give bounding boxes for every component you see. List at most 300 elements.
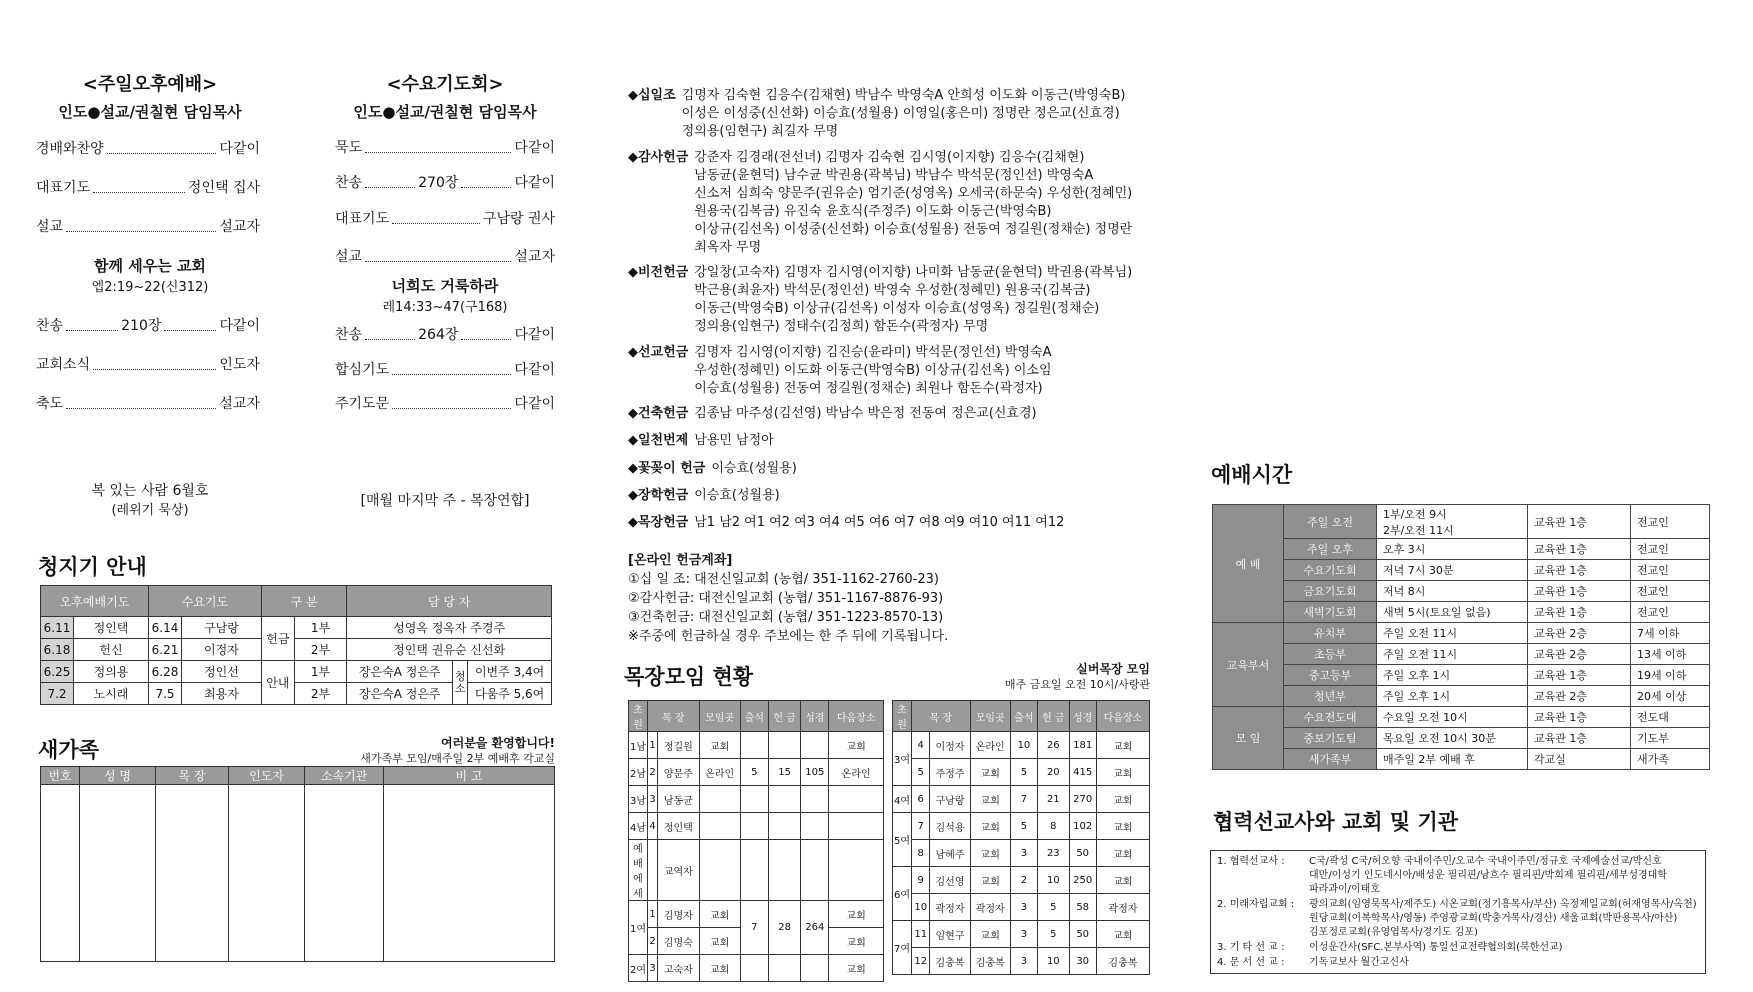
worship-time: 주일 오후 1시 <box>1377 686 1528 707</box>
mokjang-att <box>740 813 768 840</box>
worship-place: 교육관 2층 <box>1528 623 1631 644</box>
wednesday-footer: [매월 마지막 주 - 목장연합] <box>360 493 530 509</box>
mokjang-no: 10 <box>912 894 930 921</box>
mokjang-bib: 58 <box>1069 894 1096 921</box>
worship-place: 교육관 1층 <box>1528 560 1631 581</box>
mokjang-att <box>740 955 768 982</box>
offering-names: 강준자 김경래(전선녀) 김명자 김숙현 김시영(이지향) 김응수(김채현) <box>694 150 1085 165</box>
mission-item <box>1217 898 1699 940</box>
newfamily-header: 소속기관 <box>305 767 384 785</box>
newfamily-header: 인도자 <box>229 767 305 785</box>
worship-time-row <box>1213 707 1710 728</box>
sunday-order-2: 설교 설교자 <box>36 219 260 235</box>
cleaning-name: 정의용 <box>74 661 149 683</box>
mokjang-group: 예배에세 <box>629 840 648 901</box>
mokjang-no: 8 <box>912 840 930 867</box>
worship-who: 7세 이하 <box>1631 623 1710 644</box>
mokjang-next: 교회 <box>1096 813 1149 840</box>
mokjang-name: 양문주 <box>658 759 699 786</box>
mokjang-next: 교회 <box>1096 840 1149 867</box>
worship-who: 새가족 <box>1631 749 1710 770</box>
worship-time: 목요일 오전 10시 30분 <box>1377 728 1528 749</box>
mokjang-group: 4여 <box>893 786 912 813</box>
sunday-order-3: 찬송 210장 다같이 <box>36 318 261 334</box>
mokjang-name: 구남랑 <box>930 786 970 813</box>
mokjang-next: 교회 <box>1096 786 1149 813</box>
worship-time: 저녁 8시 <box>1377 581 1528 602</box>
newfamily-header: 성 명 <box>80 767 156 785</box>
wednesday-order-0: 묵도 다같이 <box>335 140 555 156</box>
worship-place: 교육관 1층 <box>1528 505 1631 539</box>
mokjang-next: 교회 <box>829 901 884 928</box>
mokjang-next <box>829 786 884 813</box>
worship-place: 교육관 1층 <box>1528 581 1631 602</box>
mokjang-header: 다음장소 <box>829 701 884 732</box>
offering-names: 김종남 마주성(김선영) 박남수 박은정 전동여 정은교(신효경) <box>694 406 1037 421</box>
worship-time-row <box>1213 749 1710 770</box>
online-title: [온라인 헌금계좌] <box>628 553 733 568</box>
mokjang-header: 성경 <box>1069 701 1096 732</box>
cleaning-heading: 청지기 안내 <box>38 555 147 579</box>
mokjang-row <box>629 732 884 759</box>
offering-label: ◆비전헌금 <box>628 265 689 280</box>
mokjang-place: 교회 <box>970 867 1010 894</box>
mokjang-name: 이정자 <box>930 732 970 759</box>
worship-time: 오후 3시 <box>1377 539 1528 560</box>
offering-names: 남용민 남정아 <box>694 433 774 448</box>
mokjang-off: 21 <box>1038 786 1070 813</box>
worship-place: 교육관 1층 <box>1528 728 1631 749</box>
worship-name: 청년부 <box>1284 686 1377 707</box>
mokjang-att: 10 <box>1010 732 1037 759</box>
mokjang-row <box>893 840 1150 867</box>
mokjang-group: 7여 <box>893 921 912 975</box>
mokjang-group: 1여 <box>629 901 648 955</box>
mokjang-att <box>740 786 768 813</box>
mokjang-group: 2남 <box>629 759 648 786</box>
offering-item <box>628 87 1125 141</box>
mokjang-off: 15 <box>768 759 800 786</box>
worship-time-row <box>1213 665 1710 686</box>
cleaning-date: 6.25 <box>41 661 74 683</box>
cleaning-clean-2: 다움주 5,6여 <box>468 683 552 705</box>
mokjang-row <box>893 813 1150 840</box>
mokjang-group: 2여 <box>629 955 648 982</box>
mokjang-no: 1 <box>648 732 658 759</box>
mokjang-name: 곽정자 <box>930 894 970 921</box>
mokjang-off: 8 <box>1038 813 1070 840</box>
mokjang-next: 교회 <box>1096 867 1149 894</box>
worship-place: 교육관 1층 <box>1528 707 1631 728</box>
offering-names: 남1 남2 여1 여2 여3 여4 여5 여6 여7 여8 여9 여10 여11 여12 <box>694 515 1065 530</box>
mission-text: 이성운간사(SFC.본부사역) 통일선교전략협의회(북한선교) <box>1309 942 1563 953</box>
mokjang-next: 교회 <box>829 928 884 955</box>
mokjang-row <box>629 759 884 786</box>
offering-names: 이승효(성월용) 전동여 정길원(정채순) 최원나 함돈수(곽정자) <box>694 381 1043 396</box>
wednesday-leader: 인도●설교/권칠현 담임목사 <box>353 103 537 121</box>
mokjang-off: 10 <box>1038 948 1070 975</box>
worship-place: 교육관 1층 <box>1528 602 1631 623</box>
mokjang-no: 4 <box>912 732 930 759</box>
mokjang-off <box>768 955 800 982</box>
sunday-footer2: (레위기 묵상) <box>111 503 189 518</box>
mokjang-att: 7 <box>1010 786 1037 813</box>
mokjang-row <box>629 786 884 813</box>
mokjang-name: 고숙자 <box>658 955 699 982</box>
mokjang-heading: 목장모임 현황 <box>624 665 754 689</box>
worship-place: 교육관 2층 <box>1528 644 1631 665</box>
mokjang-place: 온라인 <box>970 732 1010 759</box>
mokjang-no: 11 <box>912 921 930 948</box>
offering-item <box>628 149 1132 257</box>
mokjang-row <box>629 901 884 928</box>
mokjang-place <box>699 840 740 901</box>
wednesday-order-5: 합심기도 다같이 <box>335 362 555 378</box>
offering-item <box>628 460 797 478</box>
mokjang-off <box>768 840 800 901</box>
worship-time-row <box>1213 623 1710 644</box>
worship-category: 모 임 <box>1213 707 1284 770</box>
mokjang-bib <box>801 732 829 759</box>
mokjang-table-left <box>628 700 884 982</box>
mokjang-off: 5 <box>1038 894 1070 921</box>
worship-time-row <box>1213 581 1710 602</box>
offering-names: 이동근(박영숙B) 이상규(김선옥) 이성자 이승효(성영옥) 정길원(정채순) <box>694 301 1100 316</box>
mokjang-header: 헌 금 <box>768 701 800 732</box>
cleaning-category: 안내 <box>261 661 294 705</box>
offering-label: ◆일천번제 <box>628 433 689 448</box>
mokjang-place: 교회 <box>699 732 740 759</box>
worship-time: 주일 오후 1시 <box>1377 665 1528 686</box>
mokjang-name: 김명자 <box>658 901 699 928</box>
worship-time: 1부/오전 9시 2부/오전 11시 <box>1377 505 1528 539</box>
worship-place: 교육관 1층 <box>1528 665 1631 686</box>
mokjang-no: 3 <box>648 786 658 813</box>
mission-text: C국/곽성 C국/허오향 국내이주민/오교수 국내이주민/정규호 국제예술선교/박신호 <box>1309 856 1662 867</box>
offering-names: 최옥자 무명 <box>694 240 762 255</box>
mokjang-bib: 415 <box>1069 759 1096 786</box>
cleaning-name: 헌신 <box>74 639 149 661</box>
mokjang-place: 교회 <box>970 786 1010 813</box>
cleaning-header: 오후예배기도 <box>41 586 149 617</box>
mission-label: 3. 기 타 선 교 : <box>1217 942 1285 953</box>
cleaning-assignee: 성영옥 정옥자 주경주 <box>347 617 552 639</box>
offering-names: 이승효(성월용) <box>694 488 780 503</box>
mokjang-row <box>629 955 884 982</box>
worship-name: 새벽기도회 <box>1284 602 1377 623</box>
online-line: ①십 일 조: 대전신일교회 (농협/ 351-1162-2760-23) <box>628 572 939 587</box>
mokjang-place: 교회 <box>699 901 740 928</box>
worship-name: 주일 오후 <box>1284 539 1377 560</box>
worship-place: 교육관 1층 <box>1528 539 1631 560</box>
sunday-sermon-ref: 엡2:19~22(신312) <box>91 280 209 295</box>
worship-category: 예 배 <box>1213 505 1284 623</box>
worship-time-row <box>1213 560 1710 581</box>
worship-who: 13세 이하 <box>1631 644 1710 665</box>
offering-names: 남동균(윤현덕) 남수균 박권용(곽복님) 박남수 박석문(정인선) 박영숙A <box>694 168 1094 183</box>
cleaning-assignee: 정인택 권유순 신선화 <box>347 639 552 661</box>
mokjang-att: 7 <box>740 901 768 955</box>
cleaning-name: 최용자 <box>182 683 262 705</box>
mokjang-bib: 264 <box>801 901 829 955</box>
mokjang-no: 1 <box>648 901 658 928</box>
worship-name: 초등부 <box>1284 644 1377 665</box>
mokjang-name: 교역자 <box>658 840 699 901</box>
mokjang-header: 목 장 <box>912 701 971 732</box>
wednesday-title: <수요기도회> <box>386 74 504 95</box>
worship-time-row <box>1213 602 1710 623</box>
mission-text: 파라과이/이태호 <box>1309 884 1380 895</box>
mokjang-bib <box>801 840 829 901</box>
mokjang-group: 6여 <box>893 867 912 921</box>
mokjang-next: 교회 <box>1096 759 1149 786</box>
cleaning-table <box>40 585 552 705</box>
offering-label: ◆십일조 <box>628 88 676 103</box>
mokjang-row <box>893 786 1150 813</box>
sunday-title: <주일오후예배> <box>82 74 218 95</box>
offering-names: 박근용(최윤자) 박석문(정인선) 박영숙 우성한(정혜민) 원용국(김복금) <box>694 283 1091 298</box>
worship-who: 전교인 <box>1631 602 1710 623</box>
offering-names: 김명자 김시영(이지향) 김진승(윤라미) 박석문(정인선) 박영숙A <box>694 345 1052 360</box>
worship-name: 새가족부 <box>1284 749 1377 770</box>
offering-item <box>628 514 1064 532</box>
mokjang-next: 교회 <box>1096 921 1149 948</box>
offering-names: 김명자 김숙현 김응수(김채현) 박남수 박영숙A 안희성 이도화 이동근(박영숙B) <box>681 88 1126 103</box>
mokjang-header: 모임곳 <box>699 701 740 732</box>
mokjang-place: 교회 <box>699 928 740 955</box>
mokjang-bib <box>801 955 829 982</box>
mokjang-header: 초원 <box>893 701 912 732</box>
mokjang-bib: 102 <box>1069 813 1096 840</box>
worship-time-row <box>1213 728 1710 749</box>
cleaning-date: 6.18 <box>41 639 74 661</box>
sunday-sermon-title: 함께 세우는 교회 <box>94 257 206 275</box>
cleaning-name: 정인선 <box>182 661 262 683</box>
cleaning-part: 1부 <box>294 617 346 639</box>
mokjang-name: 남동균 <box>658 786 699 813</box>
newfamily-table <box>40 766 555 962</box>
mokjang-header: 성경 <box>801 701 829 732</box>
cleaning-name: 구남랑 <box>182 617 262 639</box>
sunday-order-4: 교회소식 인도자 <box>36 357 260 373</box>
mokjang-header: 출석 <box>740 701 768 732</box>
mokjang-row <box>893 867 1150 894</box>
newfamily-header: 번호 <box>41 767 80 785</box>
missions-box <box>1210 850 1706 974</box>
sunday-order-5: 축도 설교자 <box>36 396 260 412</box>
cleaning-part: 2부 <box>294 683 346 705</box>
worship-name: 금요기도회 <box>1284 581 1377 602</box>
mission-label: 2. 미래자립교회 : <box>1217 899 1295 910</box>
mission-text: 기독교보사 월간고신사 <box>1309 957 1409 968</box>
worship-name: 수요기도회 <box>1284 560 1377 581</box>
mokjang-bib: 50 <box>1069 840 1096 867</box>
offering-names: 원용국(김복금) 유진숙 윤호식(주정주) 이도화 이동근(박영숙B) <box>694 204 1052 219</box>
worship-who: 전교인 <box>1631 505 1710 539</box>
online-line: ※주중에 헌금하실 경우 주보에는 한 주 뒤에 기록됩니다. <box>628 629 949 644</box>
mokjang-no: 12 <box>912 948 930 975</box>
offering-label: ◆선교헌금 <box>628 345 689 360</box>
offering-names: 이성은 이성중(신선화) 이승효(성월용) 이영일(홍은미) 정명란 정은교(신효경) <box>681 106 1120 121</box>
cleaning-date: 6.28 <box>149 661 182 683</box>
offering-label: ◆꽃꽂이 헌금 <box>628 461 706 476</box>
mokjang-att: 3 <box>1010 948 1037 975</box>
mokjang-place: 김충복 <box>970 948 1010 975</box>
mokjang-name: 임현구 <box>930 921 970 948</box>
worship-who: 20세 이상 <box>1631 686 1710 707</box>
offering-names: 정의용(임현구) 최길자 무명 <box>681 124 839 139</box>
mokjang-place: 온라인 <box>699 759 740 786</box>
offering-item <box>628 432 774 450</box>
mokjang-bib: 270 <box>1069 786 1096 813</box>
offering-label: ◆감사헌금 <box>628 150 689 165</box>
mokjang-place <box>699 813 740 840</box>
mokjang-row <box>893 732 1150 759</box>
worship-who: 전교인 <box>1631 581 1710 602</box>
mokjang-next: 온라인 <box>829 759 884 786</box>
worship-time-row <box>1213 686 1710 707</box>
worship-time-row <box>1213 539 1710 560</box>
mokjang-name: 김선영 <box>930 867 970 894</box>
mokjang-group: 3남 <box>629 786 648 813</box>
offering-names: 이상규(김선옥) 이성중(신선화) 이승효(성월용) 전동여 정길원(정채순) 정명란 <box>694 222 1133 237</box>
mokjang-row <box>893 948 1150 975</box>
mokjang-off: 10 <box>1038 867 1070 894</box>
mokjang-next: 김충복 <box>1096 948 1149 975</box>
mokjang-no: 7 <box>912 813 930 840</box>
offering-label: ◆목장헌금 <box>628 515 689 530</box>
worship-time-row <box>1213 505 1710 539</box>
mokjang-att: 5 <box>1010 759 1037 786</box>
sunday-order-1: 대표기도 정인택 집사 <box>36 180 260 196</box>
offering-names: 우성한(정혜민) 이도화 이동근(박영숙B) 이상규(김선옥) 이소임 <box>694 363 1052 378</box>
worship-who: 기도부 <box>1631 728 1710 749</box>
online-line: ③건축헌금: 대전신일교회 (농협/ 351-1223-8570-13) <box>628 610 944 625</box>
mission-item <box>1217 855 1699 897</box>
mokjang-name: 김명숙 <box>658 928 699 955</box>
mokjang-place: 교회 <box>699 955 740 982</box>
mokjang-place: 교회 <box>970 840 1010 867</box>
mokjang-place: 교회 <box>970 921 1010 948</box>
mokjang-att <box>740 732 768 759</box>
sunday-footer1: 복 있는 사람 6월호 <box>91 483 209 499</box>
sunday-leader: 인도●설교/권칠현 담임목사 <box>58 103 242 121</box>
newfamily-empty-row <box>41 785 555 962</box>
cleaning-header: 구 분 <box>261 586 346 617</box>
offering-names: 강일창(고숙자) 김명자 김시영(이지향) 나미화 남동균(윤현덕) 박권용(곽복님) <box>694 265 1133 280</box>
mokjang-row <box>893 921 1150 948</box>
worship-who: 전교인 <box>1631 560 1710 581</box>
sunday-order-0: 경배와찬양 다같이 <box>36 141 260 157</box>
worship-who: 전도대 <box>1631 707 1710 728</box>
mokjang-att: 5 <box>740 759 768 786</box>
cleaning-header: 담 당 자 <box>347 586 552 617</box>
wednesday-order-2: 대표기도 구남랑 권사 <box>335 211 555 227</box>
cleaning-name: 노시래 <box>74 683 149 705</box>
offering-names: 신소저 심희숙 양문주(권유순) 엄기준(성영옥) 오세국(하문숙) 우성한(정혜민) <box>694 186 1133 201</box>
mokjang-header: 목 장 <box>648 701 700 732</box>
mokjang-next: 교회 <box>829 732 884 759</box>
mokjang-header: 모임곳 <box>970 701 1010 732</box>
mokjang-group: 1남 <box>629 732 648 759</box>
cleaning-name: 이정자 <box>182 639 262 661</box>
newfamily-welcome: 여러분을 환영합니다! <box>441 736 555 750</box>
mokjang-off: 20 <box>1038 759 1070 786</box>
mission-item <box>1217 941 1699 955</box>
offering-item <box>628 405 1037 423</box>
mokjang-off: 28 <box>768 901 800 955</box>
mokjang-att: 3 <box>1010 921 1037 948</box>
newfamily-note: 새가족부 모임/매주일 2부 예배후 각교실 <box>360 752 555 765</box>
mokjang-bib: 50 <box>1069 921 1096 948</box>
mission-item <box>1217 956 1699 970</box>
mokjang-no: 9 <box>912 867 930 894</box>
cleaning-assignee: 장은숙A 정은주 <box>347 661 453 683</box>
cleaning-header: 수요기도 <box>149 586 262 617</box>
cleaning-part: 2부 <box>294 639 346 661</box>
mokjang-next <box>829 840 884 901</box>
worship-name: 유치부 <box>1284 623 1377 644</box>
offering-item <box>628 344 1052 398</box>
newfamily-heading: 새가족 <box>38 738 99 762</box>
worship-who: 19세 이하 <box>1631 665 1710 686</box>
mokjang-off <box>768 813 800 840</box>
cleaning-date: 6.21 <box>149 639 182 661</box>
mokjang-bib <box>801 786 829 813</box>
worship-time: 새벽 5시(토요일 없음) <box>1377 602 1528 623</box>
worship-time: 수요일 오전 10시 <box>1377 707 1528 728</box>
mokjang-att: 2 <box>1010 867 1037 894</box>
mokjang-group: 5여 <box>893 813 912 867</box>
mokjang-att: 3 <box>1010 894 1037 921</box>
mokjang-note2: 매주 금요일 오전 10시/사랑관 <box>1004 678 1150 691</box>
worship-time: 주일 오전 11시 <box>1377 644 1528 665</box>
mokjang-group: 3여 <box>893 732 912 786</box>
cleaning-clean-label: 청소 <box>453 661 468 705</box>
mokjang-name: 정인택 <box>658 813 699 840</box>
mokjang-bib: 105 <box>801 759 829 786</box>
mission-label: 1. 협력선교사 : <box>1217 856 1285 867</box>
mokjang-off: 23 <box>1038 840 1070 867</box>
wednesday-order-3: 설교 설교자 <box>335 249 555 265</box>
mokjang-next: 교회 <box>829 955 884 982</box>
cleaning-date: 7.5 <box>149 683 182 705</box>
mokjang-next: 곽정자 <box>1096 894 1149 921</box>
worship-times-table <box>1212 504 1710 770</box>
cleaning-assignee: 장은숙A 정은주 <box>347 683 453 705</box>
worship-place: 각교실 <box>1528 749 1631 770</box>
mokjang-no: 3 <box>648 955 658 982</box>
mokjang-row <box>629 840 884 901</box>
mokjang-off: 26 <box>1038 732 1070 759</box>
mokjang-next: 교회 <box>1096 732 1149 759</box>
mokjang-att: 3 <box>1010 840 1037 867</box>
worship-time-row <box>1213 644 1710 665</box>
mokjang-row <box>893 894 1150 921</box>
mokjang-place: 곽정자 <box>970 894 1010 921</box>
mokjang-no: 4 <box>648 813 658 840</box>
offering-names: 정의용(임현구) 정태수(김정희) 함돈수(곽정자) 무명 <box>694 319 989 334</box>
worship-name: 중고등부 <box>1284 665 1377 686</box>
mokjang-att <box>740 840 768 901</box>
wednesday-sermon-ref: 레14:33~47(구168) <box>382 300 508 315</box>
cleaning-name: 정인택 <box>74 617 149 639</box>
mokjang-place: 교회 <box>970 813 1010 840</box>
mokjang-no <box>648 840 658 901</box>
cleaning-date: 7.2 <box>41 683 74 705</box>
cleaning-date: 6.14 <box>149 617 182 639</box>
cleaning-part: 1부 <box>294 661 346 683</box>
